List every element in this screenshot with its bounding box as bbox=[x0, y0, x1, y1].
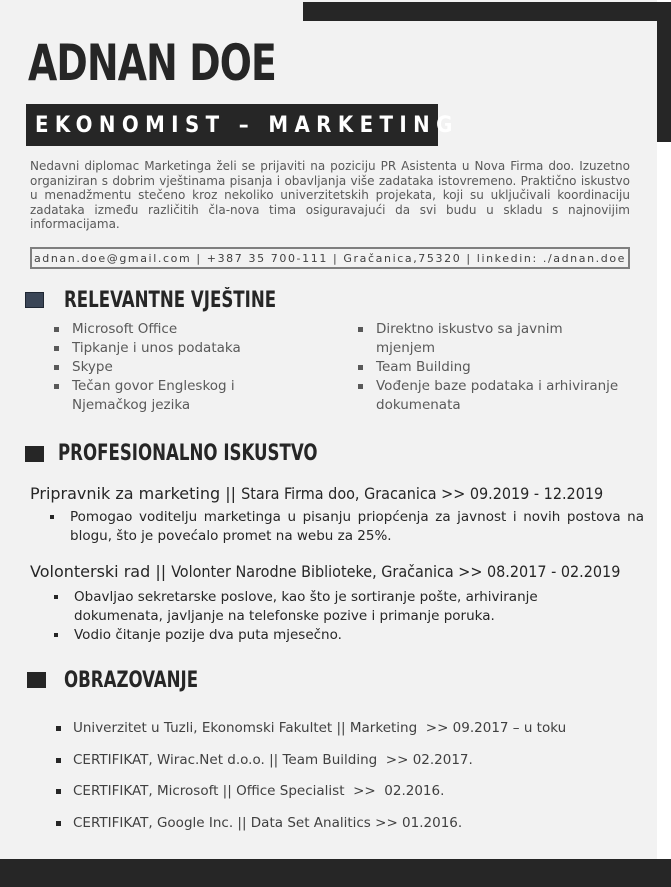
skill-item: Team Building bbox=[358, 358, 648, 377]
education-item: CERTIFIKAT, Microsoft || Office Specialist >> 02.2016. bbox=[56, 782, 566, 814]
experience-square-icon bbox=[25, 446, 44, 462]
job-bullet: Obavljao sekretarske poslove, kao što je sortiranje pošte, arhiviranje dokumenata, javljanje na telefonske pozive i primanje poruka. bbox=[54, 588, 630, 626]
education-item: CERTIFIKAT, Google Inc. || Data Set Analitics >> 01.2016. bbox=[56, 814, 566, 846]
summary-paragraph: Nedavni diplomac Marketinga želi se prijaviti na poziciju PR Asistenta u Nova Firma doo. Izuzetno organiziran s dobrim vještinama pisanja i obavljanja više zadataka istovremeno. Praktično iskustvo u menadžmentu stečeno kroz nekoliko univerzitetskih projekata, koji su uključivali koordinaciju zadataka između različitih čla-nova tima osiguravajući da svi budu u skladu s najnovijim informacijama. bbox=[30, 159, 630, 232]
job-company-dates: Stara Firma doo, Gracanica >> 09.2019 - 12.2019 bbox=[241, 484, 604, 503]
skill-item: Tipkanje i unos podataka bbox=[54, 339, 284, 358]
job-title-text: EKONOMIST – MARKETING bbox=[35, 113, 459, 138]
bottom-decorative-bar bbox=[0, 859, 671, 887]
job-title-line bbox=[30, 562, 620, 582]
skills-square-icon bbox=[25, 292, 44, 308]
education-item: Univerzitet u Tuzli, Ekonomski Fakultet || Marketing >> 09.2017 – u toku bbox=[56, 719, 566, 751]
top-decorative-bar bbox=[303, 2, 671, 21]
job-company-dates: Volonter Narodne Biblioteke, Gračanica >> 08.2017 - 02.2019 bbox=[171, 562, 621, 581]
skills-list-left bbox=[54, 320, 284, 415]
skill-item: Tečan govor Engleskog i Njemačkog jezika bbox=[54, 377, 284, 415]
right-decorative-bar bbox=[657, 2, 671, 142]
job-role: Volonterski rad || bbox=[30, 562, 172, 581]
skill-item: Skype bbox=[54, 358, 284, 377]
job-bullets bbox=[50, 508, 644, 546]
job-bullet: Pomogao voditelju marketinga u pisanju priopćenja za javnost i novih postova na blogu, što je povećalo promet na webu za 25%. bbox=[50, 508, 644, 546]
skill-item: Direktno iskustvo sa javnim mjenjem bbox=[358, 320, 576, 358]
experience-heading: PROFESIONALNO ISKUSTVO bbox=[58, 441, 318, 466]
contact-info-box: adnan.doe@gmail.com | +387 35 700-111 | Gračanica,75320 | linkedin: ./adnan.doe bbox=[30, 247, 630, 269]
skills-list-right bbox=[358, 320, 648, 415]
skill-item: Microsoft Office bbox=[54, 320, 284, 339]
skill-item: Vođenje baze podataka i arhiviranje dokumenata bbox=[358, 377, 648, 415]
job-title-line bbox=[30, 484, 603, 504]
skills-heading: RELEVANTNE VJEŠTINE bbox=[64, 288, 277, 313]
education-square-icon bbox=[27, 672, 46, 688]
job-role: Pripravnik za marketing || bbox=[30, 484, 242, 503]
education-list bbox=[56, 719, 566, 845]
education-item: CERTIFIKAT, Wirac.Net d.o.o. || Team Building >> 02.2017. bbox=[56, 751, 566, 783]
education-heading: OBRAZOVANJE bbox=[64, 668, 199, 693]
job-bullets bbox=[54, 588, 630, 645]
job-bullet: Vodio čitanje pozije dva puta mjesečno. bbox=[54, 626, 630, 645]
resume-name: ADNAN DOE bbox=[28, 34, 277, 92]
